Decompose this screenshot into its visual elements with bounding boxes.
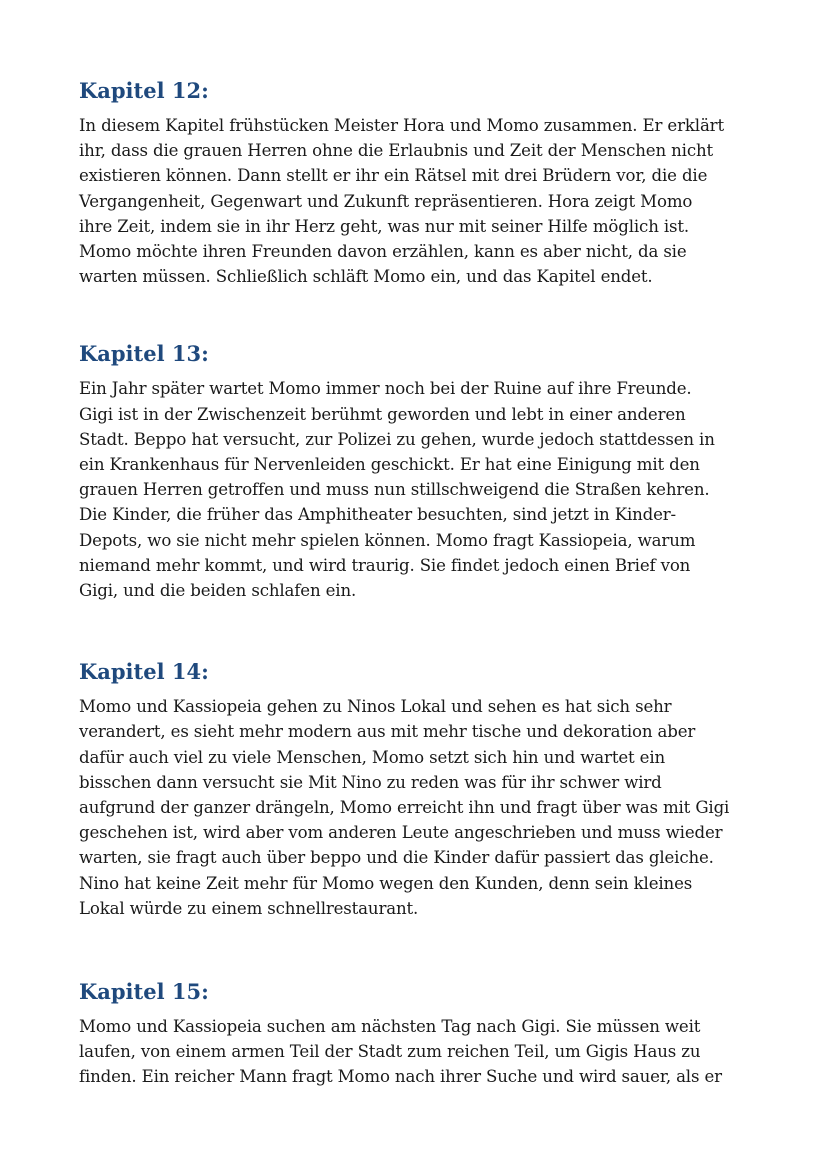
chapter-13-heading: Kapitel 13: <box>79 341 209 367</box>
chapter-15-heading: Kapitel 15: <box>79 979 209 1005</box>
chapter-13-paragraph: Ein Jahr später wartet Momo immer noch bei der Ruine auf ihre Freunde. Gigi ist in der Zwischenzeit berühmt geworden und lebt in einer anderen Stadt. Beppo hat versucht, zur Polizei zu gehen, wurde jedoch stattdessen in ein Krankenhaus für Nervenleiden geschickt. Er hat eine Einigung mit den grauen Herren getroffen und muss nun stillschweigend die Straßen kehren. Die Kinder, die früher das Amphitheater besuchten, sind jetzt in Kinder- Depots, wo sie nicht mehr spielen können. Momo fragt Kassiopeia, warum niemand mehr kommt, und wird traurig. Sie findet jedoch einen Brief von Gigi, und die beiden schlafen ein. <box>79 379 715 601</box>
chapter-15-section <box>79 979 758 1090</box>
chapter-15-paragraph: Momo und Kassiopeia suchen am nächsten Tag nach Gigi. Sie müssen weit laufen, von einem armen Teil der Stadt zum reichen Teil, um Gigis Haus zu finden. Ein reicher Mann fragt Momo nach ihrer Suche und wird sauer, als er <box>79 1017 722 1087</box>
chapter-12-paragraph: In diesem Kapitel frühstücken Meister Hora und Momo zusammen. Er erklärt ihr, dass die grauen Herren ohne die Erlaubnis und Zeit der Menschen nicht existieren können. Dann stellt er ihr ein Rätsel mit drei Brüdern vor, die die Vergangenheit, Gegenwart und Zukunft repräsentieren. Hora zeigt Momo ihre Zeit, indem sie in ihr Herz geht, was nur mit seiner Hilfe möglich ist. Momo möchte ihren Freunden davon erzählen, kann es aber nicht, da sie warten müssen. Schließlich schläft Momo ein, und das Kapitel endet. <box>79 116 724 287</box>
chapter-12-heading: Kapitel 12: <box>79 78 209 103</box>
chapter-13-section <box>79 341 758 603</box>
chapter-12-section <box>79 78 758 289</box>
chapter-14-section <box>79 659 758 921</box>
chapter-14-heading: Kapitel 14: <box>79 659 209 685</box>
chapter-14-paragraph: Momo und Kassiopeia gehen zu Ninos Lokal und sehen es hat sich sehr verandert, es sieht mehr modern aus mit mehr tische und dekoration aber dafür auch viel zu viele Menschen, Momo setzt sich hin und wartet ein bisschen dann versucht sie Mit Nino zu reden was für ihr schwer wird aufgrund der ganzer drängeln, Momo erreicht ihn und fragt über was mit Gigi geschehen ist, wird aber vom anderen Leute angeschrieben und muss wieder warten, sie fragt auch über beppo und die Kinder dafür passiert das gleiche. Nino hat keine Zeit mehr für Momo wegen den Kunden, denn sein kleines Lokal würde zu einem schnellrestaurant. <box>79 697 730 918</box>
